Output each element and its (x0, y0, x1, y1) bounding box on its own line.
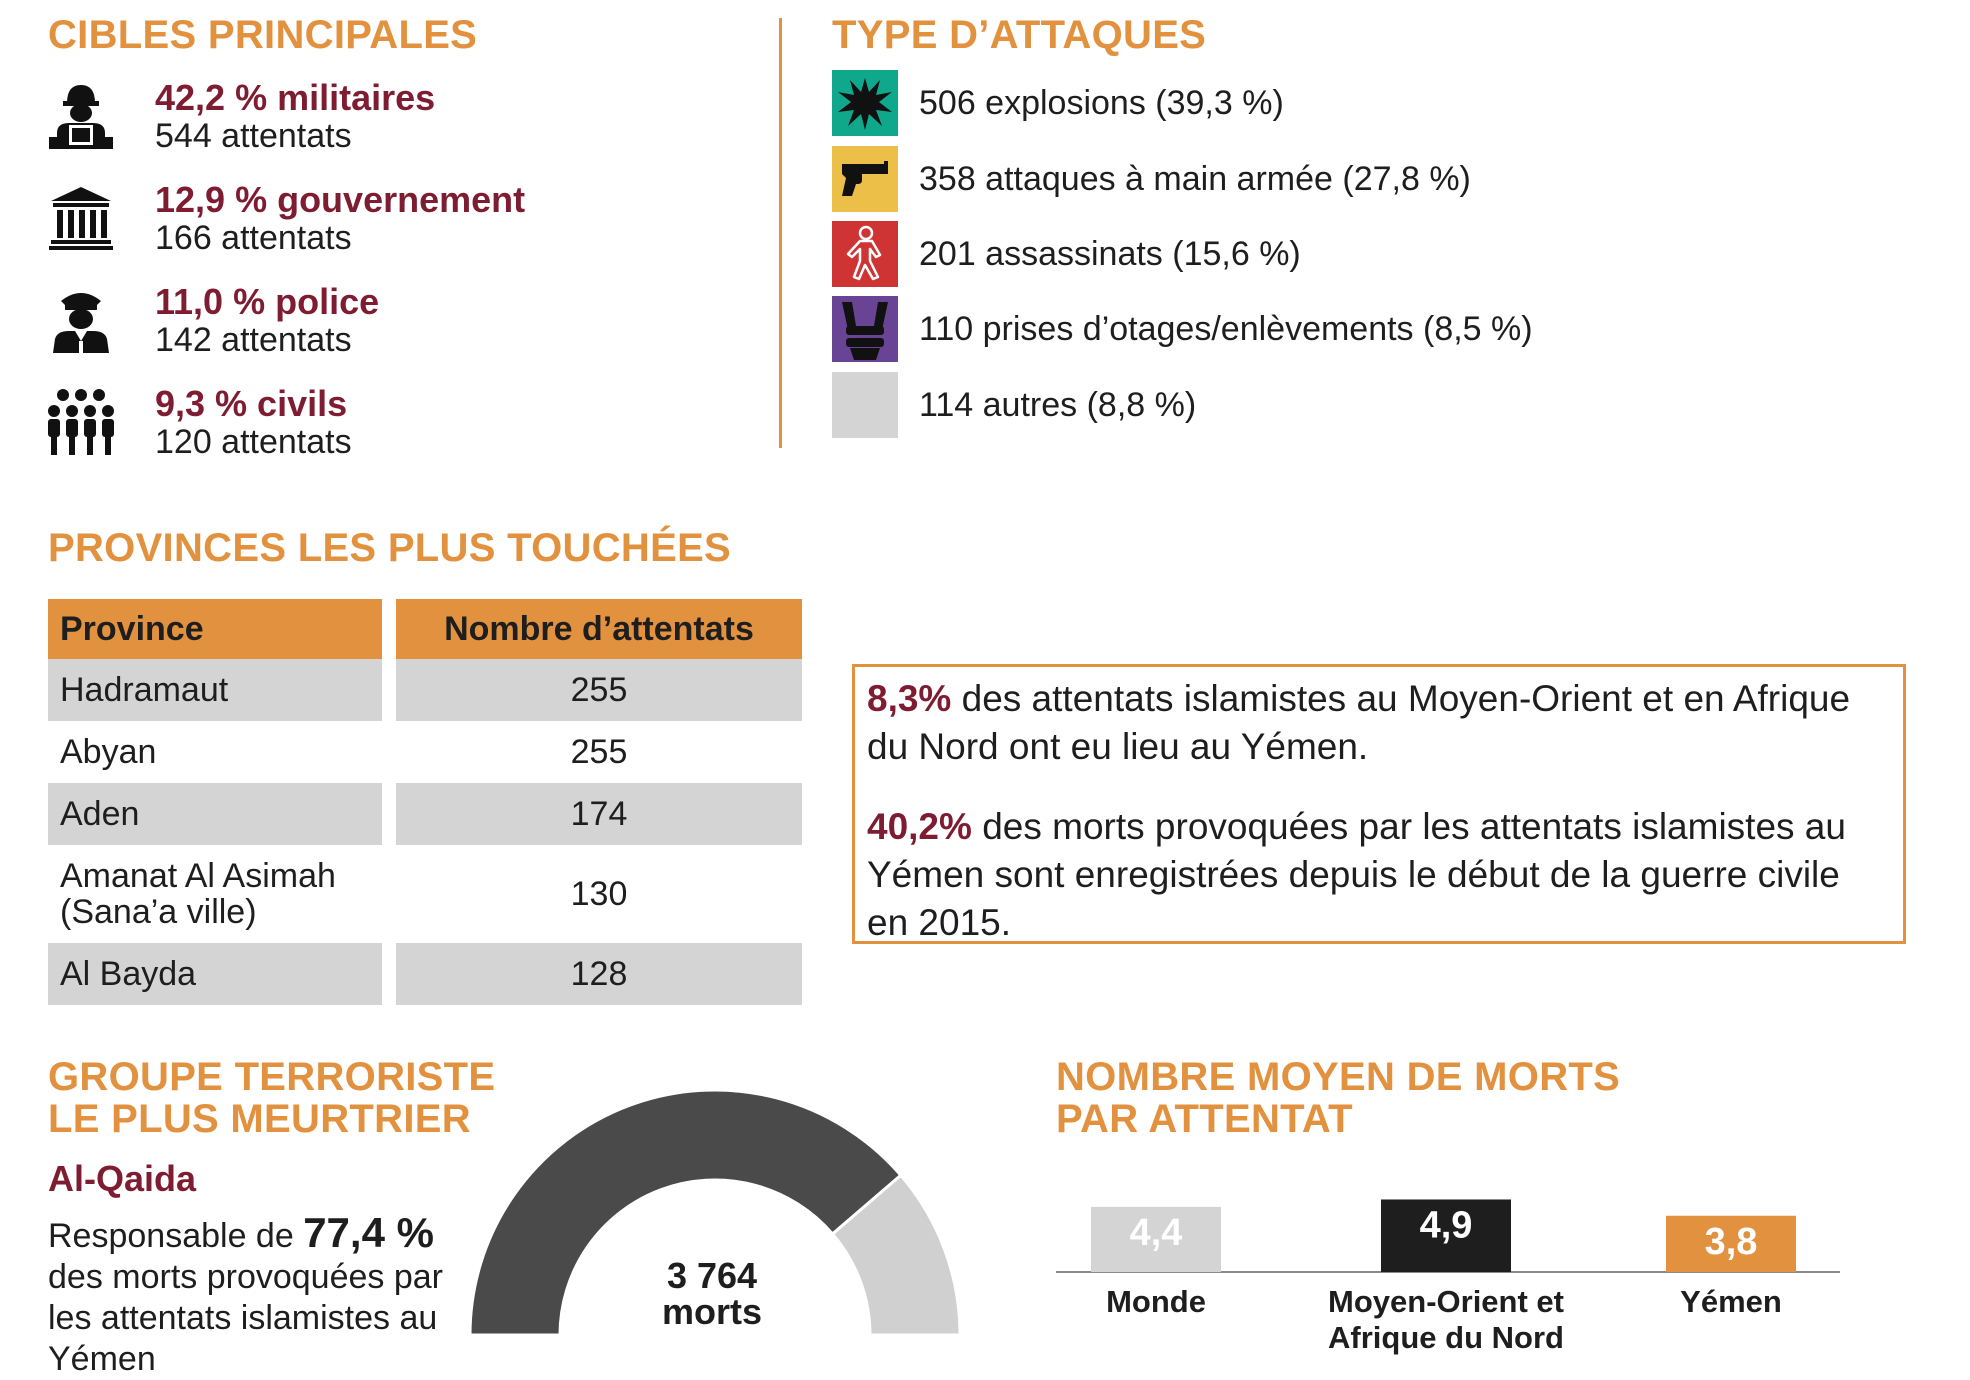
table-row (48, 721, 802, 783)
target-pct: 9,3 % civils (155, 383, 348, 424)
attack-label: 110 prises d’otages/enlèvements (8,5 %) (919, 310, 1533, 348)
pistol-icon (832, 146, 898, 212)
bar-value-label: 4,4 (1129, 1211, 1183, 1254)
province-count: 174 (396, 783, 802, 845)
target-pct: 12,9 % gouvernement (155, 179, 526, 220)
donut-center-unit: morts (661, 1291, 763, 1332)
attack-label: 358 attaques à main armée (27,8 %) (919, 160, 1471, 198)
info-paragraph-1 (867, 675, 1891, 771)
target-count: 142 attentats (155, 321, 352, 359)
deaths-half-donut-chart (470, 1090, 960, 1340)
target-pct: 11,0 % police (155, 281, 380, 322)
group-title-line2: LE PLUS MEURTRIER (48, 1097, 471, 1141)
province-count: 255 (570, 732, 628, 771)
column-header-province: Province (48, 599, 382, 659)
provinces-table (48, 599, 802, 1005)
info-text-2: des morts provoquées par les attentats islamistes au Yémen sont enregistrées depuis le début de la guerre civile en 2015. (867, 806, 1846, 943)
target-pct: 42,2 % militaires (155, 77, 436, 118)
group-description (48, 1209, 488, 1380)
targets-title: CIBLES PRINCIPALES (48, 13, 478, 57)
bar-value-label: 3,8 (1704, 1220, 1758, 1263)
table-row (48, 943, 802, 1005)
table-row (48, 659, 802, 721)
info-stat-1: 8,3% (867, 678, 952, 719)
province-count: 130 (570, 874, 628, 913)
body-outline-icon (832, 221, 898, 287)
province-name-line1: Amanat Al Asimah (60, 857, 336, 895)
province-name-line2: (Sana’a ville) (60, 893, 257, 931)
explosion-icon (832, 70, 898, 136)
province-name: Al Bayda (48, 943, 382, 1005)
table-row (48, 845, 802, 943)
bar-category-label: Monde (1106, 1284, 1206, 1319)
soldier-icon (47, 81, 115, 149)
deaths-title (1056, 1056, 1620, 1140)
province-name: Hadramaut (48, 659, 382, 721)
bar-category-label: Afrique du Nord (1328, 1320, 1564, 1355)
province-name (48, 845, 382, 943)
police-officer-icon (47, 285, 115, 353)
deaths-title-line2: PAR ATTENTAT (1056, 1097, 1353, 1141)
province-name: Aden (48, 783, 382, 845)
group-desc-pre: Responsable de (48, 1217, 304, 1255)
target-count: 544 attentats (155, 117, 352, 155)
info-stat-2: 40,2% (867, 806, 972, 847)
info-box (852, 664, 1906, 944)
attack-label: 506 explosions (39,3 %) (919, 84, 1284, 122)
group-name: Al-Qaida (48, 1158, 197, 1199)
info-paragraph-2 (867, 803, 1891, 947)
attack-label: 201 assassinats (15,6 %) (919, 235, 1301, 273)
column-header-count: Nombre d’attentats (396, 599, 802, 659)
bar-category-label: Yémen (1680, 1284, 1782, 1319)
group-title (48, 1056, 495, 1140)
target-count: 120 attentats (155, 423, 352, 461)
province-name: Abyan (60, 732, 157, 771)
donut-center-value: 3 764 (666, 1255, 758, 1296)
bound-hands-icon (832, 296, 898, 362)
group-desc-pct: 77,4 % (303, 1209, 434, 1256)
province-count: 128 (396, 943, 802, 1005)
attack-label: 114 autres (8,8 %) (919, 386, 1197, 424)
attacks-title: TYPE D’ATTAQUES (832, 13, 1207, 57)
bar-category-label: Moyen-Orient et (1328, 1284, 1564, 1319)
target-count: 166 attentats (155, 219, 352, 257)
civilians-group-icon (47, 387, 115, 455)
government-building-icon (47, 183, 115, 251)
avg-deaths-bar-chart (1056, 1190, 1856, 1370)
group-title-line1: GROUPE TERRORISTE (48, 1055, 496, 1099)
deaths-title-line1: NOMBRE MOYEN DE MORTS (1056, 1055, 1621, 1099)
others-swatch (832, 372, 898, 438)
bar-value-label: 4,9 (1419, 1204, 1473, 1247)
provinces-title: PROVINCES LES PLUS TOUCHÉES (48, 526, 732, 570)
province-count: 255 (396, 659, 802, 721)
table-header-row (48, 599, 802, 659)
info-text-1: des attentats islamistes au Moyen-Orient et en Afrique du Nord ont eu lieu au Yémen. (867, 678, 1851, 767)
group-desc-post: des morts provoquées par les attentats islamistes au Yémen (48, 1258, 443, 1378)
section-divider (779, 18, 782, 448)
table-row (48, 783, 802, 845)
